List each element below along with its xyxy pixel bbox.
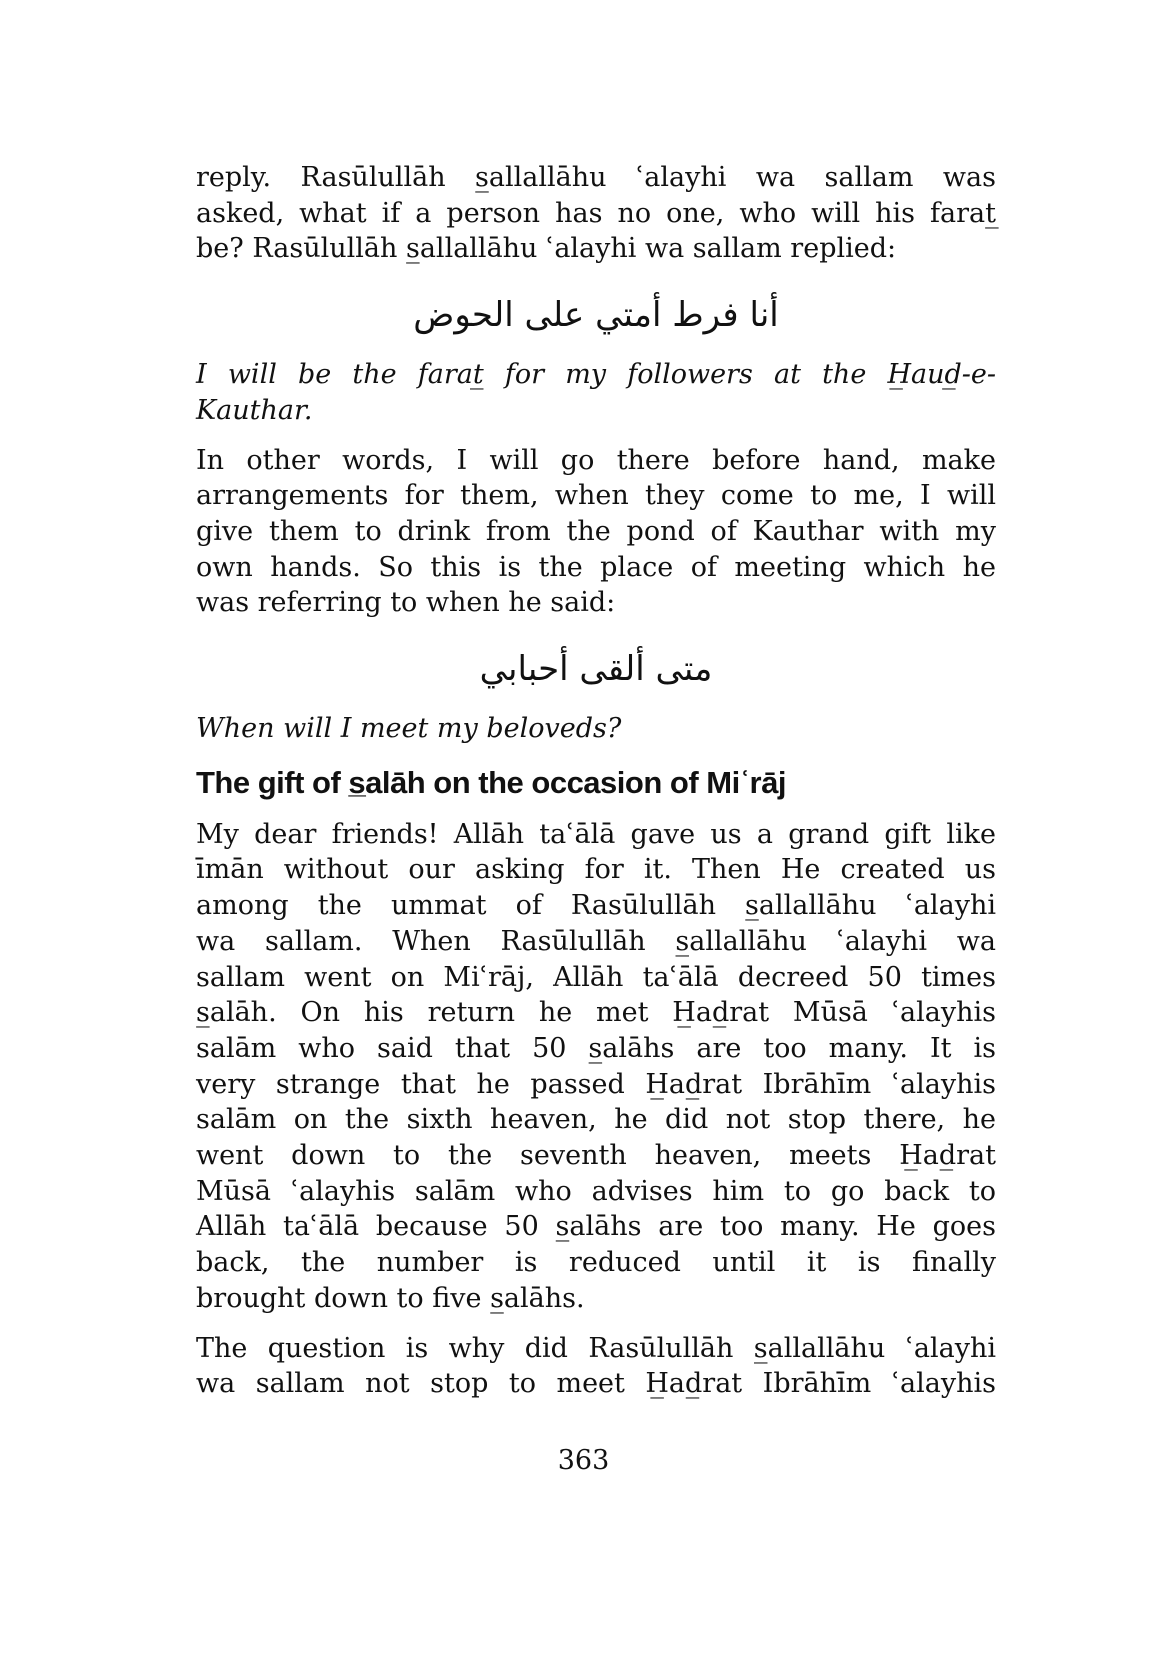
translation-farat <box>196 357 996 428</box>
text-line: I will be the farat̲ for my followers at the H̲aud̲-e- <box>196 359 996 391</box>
paragraph-dear-friends <box>196 817 996 1317</box>
translation-beloveds <box>196 711 996 747</box>
text-line: When will I meet my beloveds? <box>196 713 622 745</box>
page-number: 363 <box>557 1445 610 1476</box>
section-heading: The gift of s̲alāh on the occasion of Miʿrāj <box>196 764 786 800</box>
text-line: brought down to five s̲alāhs. <box>196 1282 585 1314</box>
text-line: back, the number is reduced until it is finally <box>196 1247 996 1279</box>
text-line: sallam went on Miʿrāj, Allāh taʿālā decreed 50 times <box>196 961 996 993</box>
text-line: The question is why did Rasūlullāh s̲allallāhu ʿalayhi <box>196 1332 996 1364</box>
text-line: salām on the sixth heaven, he did not stop there, he <box>196 1104 996 1136</box>
text-line: wa sallam. When Rasūlullāh s̲allallāhu ʿalayhi wa <box>196 925 996 957</box>
arabic-quote-hawd: أنا فرط أمتي على الحوض <box>413 295 779 336</box>
text-line: īmān without our asking for it. Then He created us <box>196 854 996 886</box>
text-line: Kauthar. <box>196 394 313 426</box>
text-line: Mūsā ʿalayhis salām who advises him to go back to <box>196 1175 996 1207</box>
text-line: arrangements for them, when they come to me, I will <box>196 480 996 512</box>
paragraph-other-words <box>196 443 996 622</box>
text-line: asked, what if a person has no one, who will his farat̲ <box>196 197 996 229</box>
text-line: went down to the seventh heaven, meets H̲ad̲rat <box>196 1140 996 1172</box>
text-line: My dear friends! Allāh taʿālā gave us a grand gift like <box>196 818 996 850</box>
text-line: was referring to when he said: <box>196 587 616 619</box>
text-line: Allāh taʿālā because 50 s̲alāhs are too many. He goes <box>196 1211 996 1243</box>
text-line: be? Rasūlullāh s̲allallāhu ʿalayhi wa sallam replied: <box>196 233 897 265</box>
text-line: s̲alāh. On his return he met H̲ad̲rat Mūsā ʿalayhis <box>196 997 996 1029</box>
text-line: salām who said that 50 s̲alāhs are too many. It is <box>196 1032 996 1064</box>
text-line: own hands. So this is the place of meeting which he <box>196 551 996 583</box>
text-line: among the ummat of Rasūlullāh s̲allallāhu ʿalayhi <box>196 890 996 922</box>
text-line: give them to drink from the pond of Kauthar with my <box>196 515 996 547</box>
text-line: very strange that he passed H̲ad̲rat Ibrāhīm ʿalayhis <box>196 1068 996 1100</box>
page-body <box>196 160 996 1402</box>
arabic-quote-beloveds: متى ألقى أحبابي <box>479 649 713 690</box>
paragraph-question <box>196 1331 996 1402</box>
text-line: reply. Rasūlullāh s̲allallāhu ʿalayhi wa sallam was <box>196 162 996 193</box>
text-line: In other words, I will go there before hand, make <box>196 444 996 476</box>
text-line: wa sallam not stop to meet H̲ad̲rat Ibrāhīm ʿalayhis <box>196 1368 996 1400</box>
paragraph-reply <box>196 160 996 267</box>
